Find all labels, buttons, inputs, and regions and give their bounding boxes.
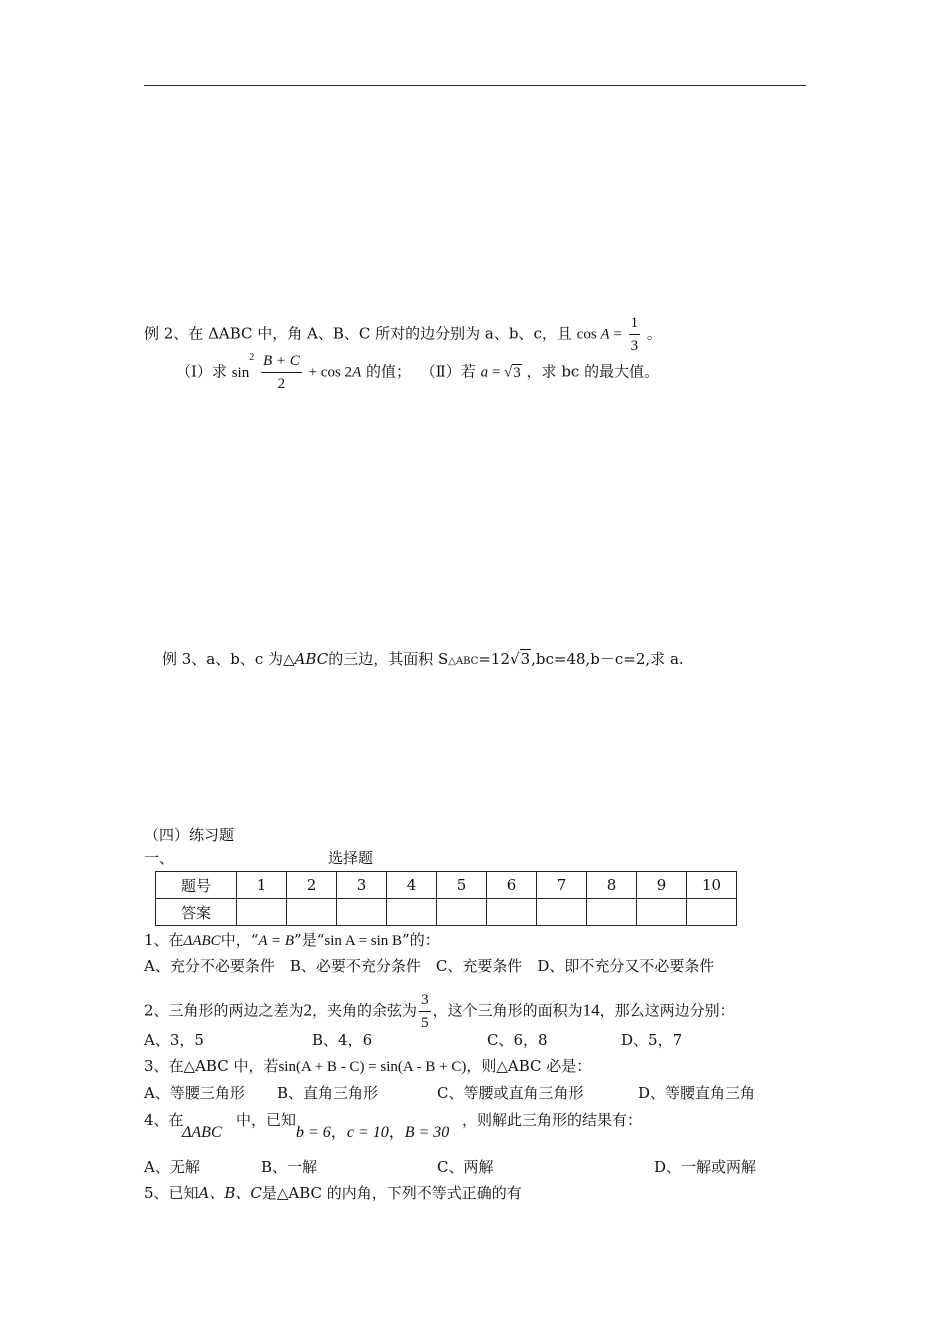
question-2-stem: 2、三角形的两边之差为2，夹角的余弦为 $\frac{3}{5}$ ，这个三角形的面积为14，那么这两边分别： [144,989,735,1034]
question-4-option-b: B、一解 [261,1158,318,1176]
fraction-b-plus-c-over-2: $\frac{B + C}{2}$ [261,350,302,395]
question-2-option-b: B、4，6 [312,1031,373,1049]
answer-cell[interactable] [337,899,387,926]
question-number-cell: 3 [337,872,387,899]
answer-cell[interactable] [437,899,487,926]
question-3-stem: 3、在△ABC 中，若sin(A + B - C) = sin(A - B + C)，则△ABC 必是： [144,1057,592,1075]
table-row [156,872,737,899]
header-rule [144,85,806,86]
example-2-line-1: 例 2、在 ΔABC 中，角 A、B、C 所对的边分别为 a、b、c，且 cos A = $\frac{1}{3}$ 。 [144,312,662,357]
question-number-cell: 6 [487,872,537,899]
question-number-cell: 8 [587,872,637,899]
question-4-given: 中，已知 [236,1111,297,1129]
question-number-cell: 4 [387,872,437,899]
question-2-option-d: D、5，7 [621,1031,683,1049]
answer-cell[interactable] [687,899,737,926]
practice-title: （四）练习题 [144,826,235,844]
fraction-one-third: $\frac{1}{3}$ [629,312,641,357]
section-number: 一、 [144,849,175,867]
answer-cell[interactable] [637,899,687,926]
table-row [156,899,737,926]
question-3-option-a: A、等腰三角形 [144,1084,245,1102]
question-3-option-c: C、等腰或直角三角形 [437,1084,584,1102]
answer-cell[interactable] [587,899,637,926]
question-4-option-c: C、两解 [437,1158,494,1176]
question-1-options: A、充分不必要条件 B、必要不充分条件 C、充要条件 D、即不充分又不必要条件 [144,957,715,975]
question-number-cell: 5 [437,872,487,899]
question-2-option-c: C、6，8 [487,1031,548,1049]
question-3-option-d: D、等腰直角三角 [638,1084,756,1102]
question-4-option-a: A、无解 [144,1158,200,1176]
fraction-three-fifths: $\frac{3}{5}$ [419,989,431,1034]
question-number-cell: 9 [637,872,687,899]
question-4-option-d: D、一解或两解 [654,1158,757,1176]
question-2-option-a: A、3，5 [144,1031,204,1049]
question-4-prefix: 4、在 [144,1111,184,1129]
example-2-line-2: （Ⅰ）求 $\sin^2$ $\frac{B + C}{2}$ + cos 2A 的值； （Ⅱ）若 a = √3 ，求 bc 的最大值。 [176,350,659,395]
table-header-cell: 答案 [156,899,237,926]
example-3: 例 3、a、b、c 为△ABC的三边，其面积 S△ABC=12√3,bc=48,b－c=2,求 a. [162,650,684,668]
a-equals-root-3: a = √3 [480,364,521,381]
answer-cell[interactable] [387,899,437,926]
section-title: 选择题 [328,849,374,867]
cos-a-expression: cos A = [576,326,622,343]
answer-table [155,871,737,926]
table-header-cell: 题号 [156,872,237,899]
sin-squared-expression: $\sin^2$ [231,352,255,381]
cos-2a-expression: + cos 2A [308,364,362,381]
question-1-stem: 1、在ΔABC中，“A = B”是“sin A = sin B”的： [144,931,440,949]
question-4-tail: ，则解此三角形的结果有： [462,1111,643,1129]
question-number-cell: 2 [287,872,337,899]
answer-cell[interactable] [537,899,587,926]
answer-cell[interactable] [487,899,537,926]
question-4-triangle: ΔABC [182,1124,222,1141]
question-3-option-b: B、直角三角形 [277,1084,379,1102]
answer-cell[interactable] [237,899,287,926]
question-5-stem: 5、已知A、B、C是△ABC 的内角，下列不等式正确的有 [144,1184,522,1202]
question-number-cell: 1 [237,872,287,899]
question-number-cell: 7 [537,872,587,899]
question-4-condition: b = 6，c = 10，B = 30 [296,1124,450,1141]
question-number-cell: 10 [687,872,737,899]
answer-cell[interactable] [287,899,337,926]
